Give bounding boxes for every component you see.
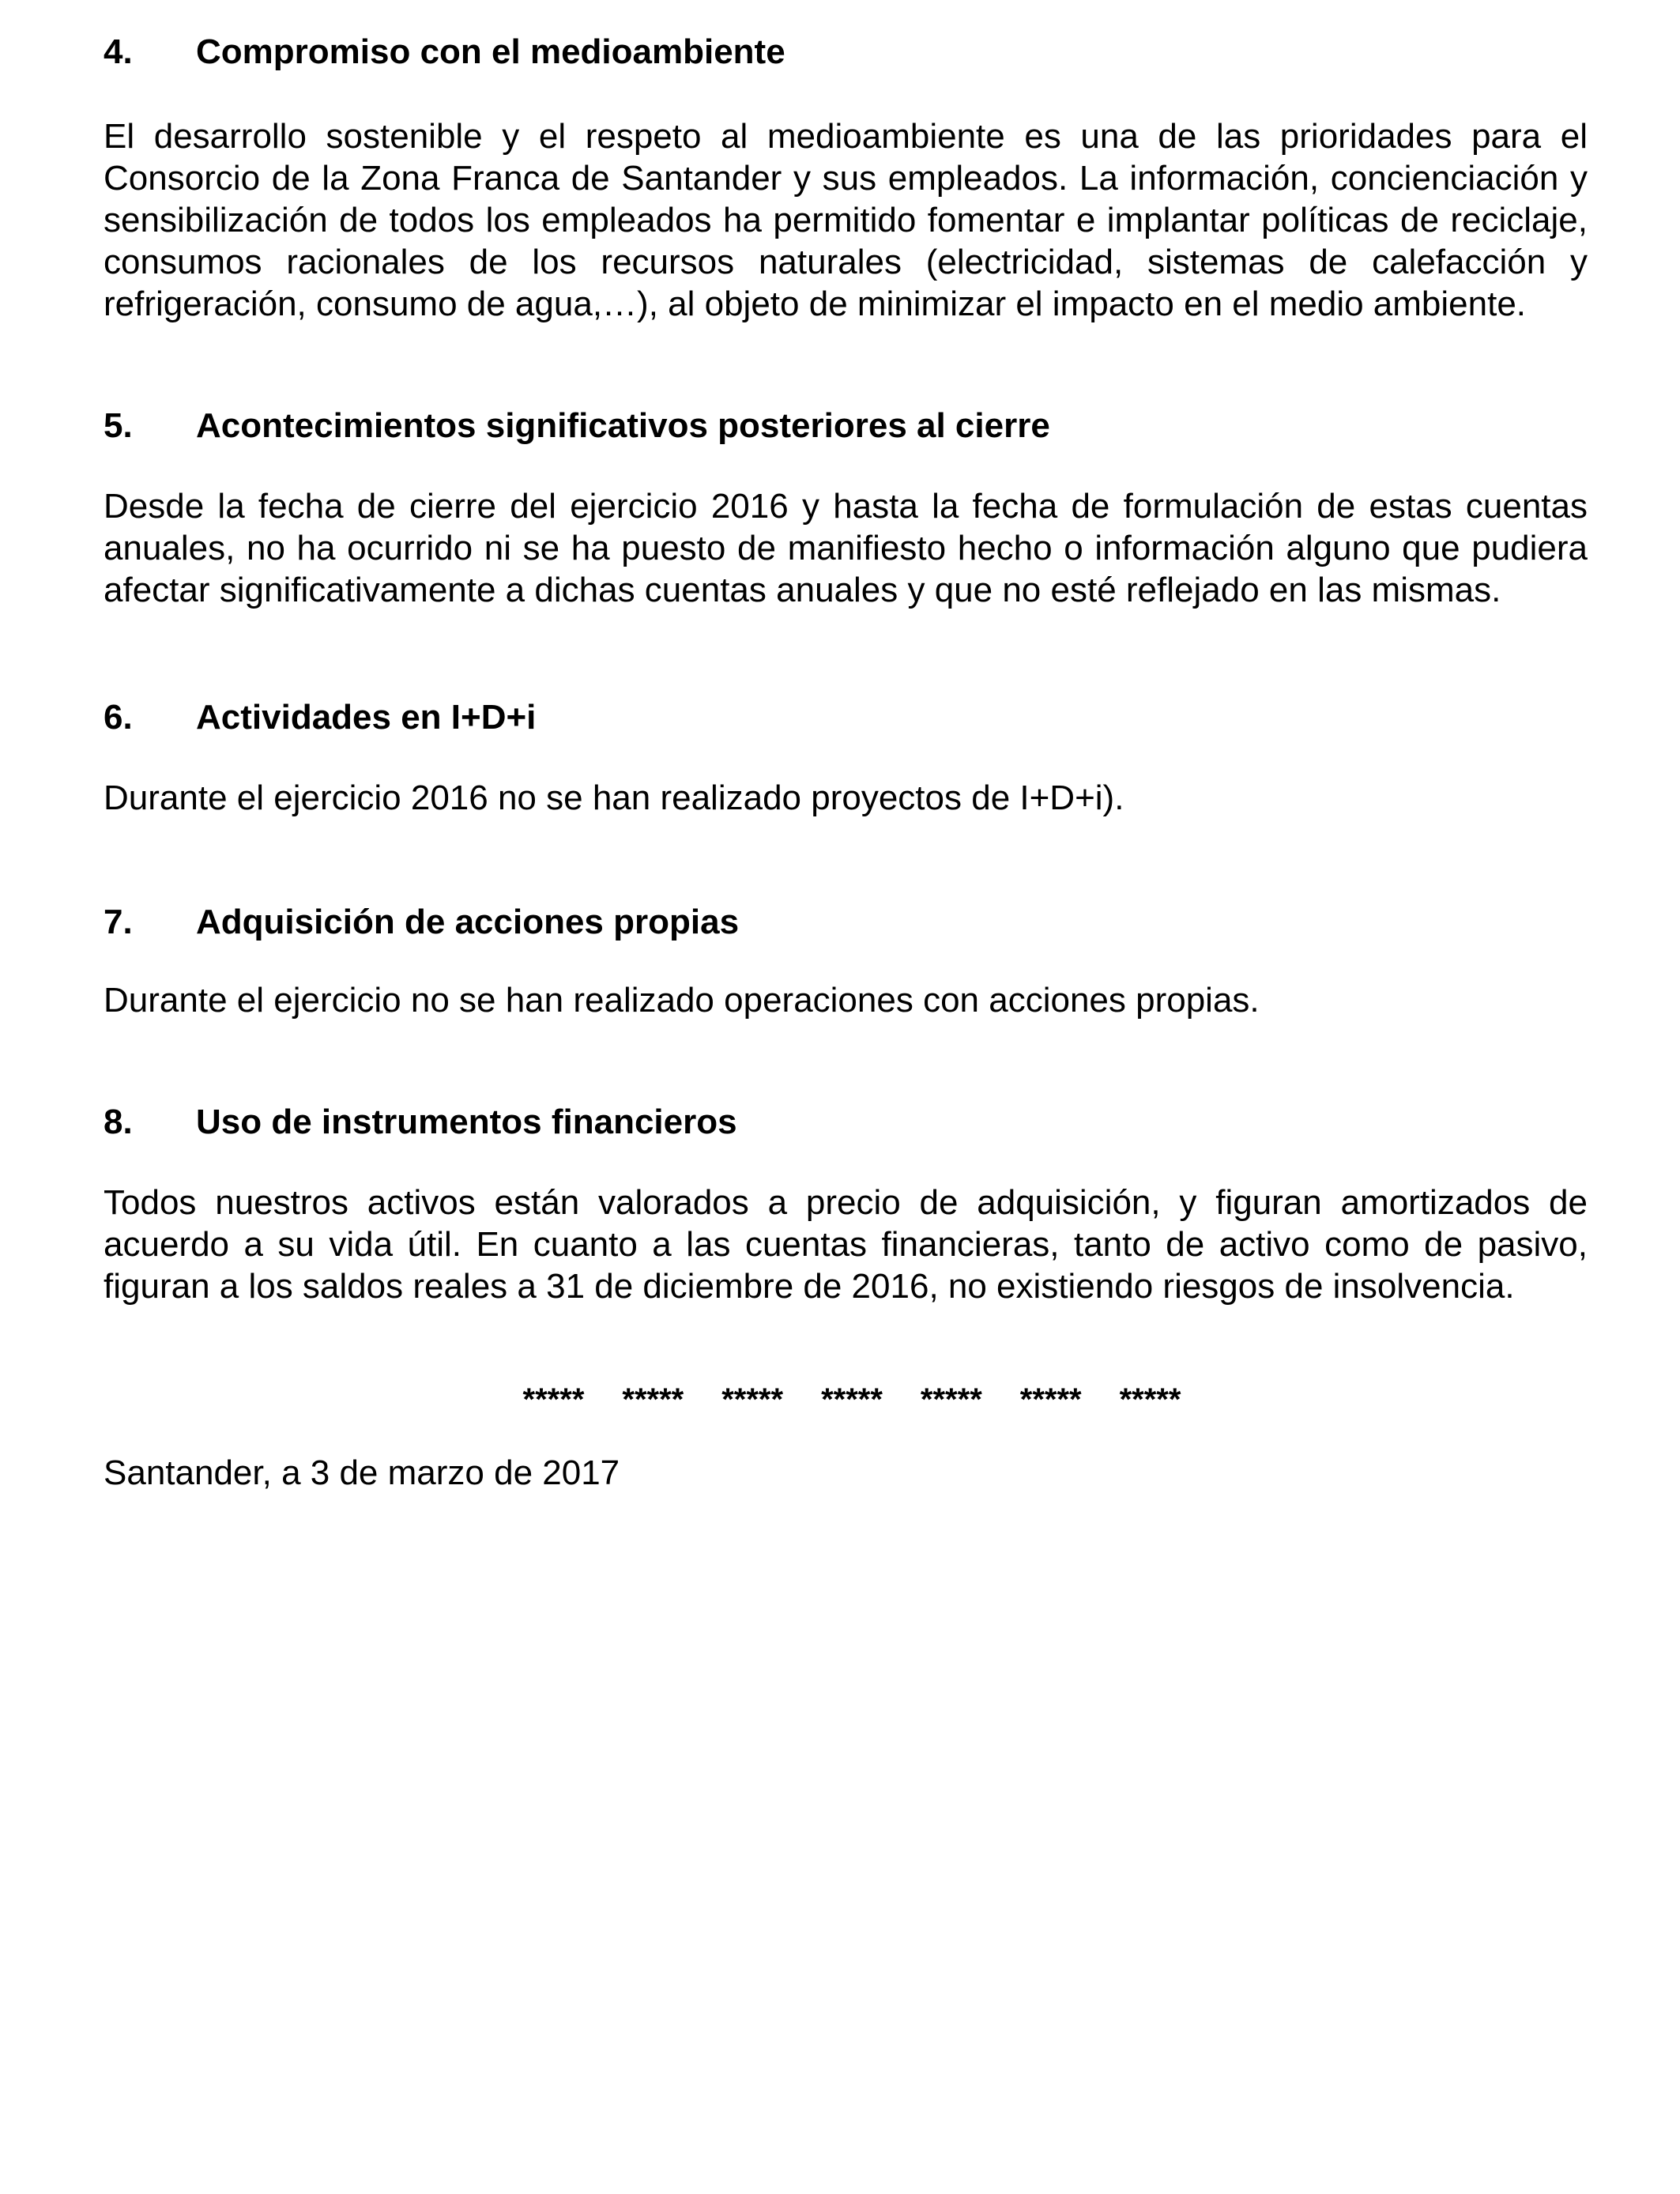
section-number: 4. <box>104 32 133 71</box>
section-heading <box>104 402 1588 450</box>
section-number: 8. <box>104 1103 133 1141</box>
section-body: Desde la fecha de cierre del ejercicio 2016 y hasta la fecha de formulación de estas cuentas anuales, no ha ocurrido ni se ha puesto de manifiesto hecho o información alguno que pudiera afectar significativamente a dichas cuentas anuales y que no esté reflejado en las mismas. <box>104 487 1588 609</box>
section-title: Compromiso con el medioambiente <box>196 32 785 71</box>
section-title: Adquisición de acciones propias <box>196 903 740 941</box>
divider-mark: ***** <box>1119 1382 1181 1417</box>
asterisk-divider <box>104 1380 1588 1419</box>
divider-mark: ***** <box>522 1382 585 1417</box>
place-and-date: Santander, a 3 de marzo de 2017 <box>104 1453 620 1492</box>
divider-mark: ***** <box>1019 1382 1082 1417</box>
section-body: Durante el ejercicio no se han realizado operaciones con acciones propias. <box>104 981 1260 1020</box>
section-rdi-activities <box>104 694 1588 819</box>
section-title: Actividades en I+D+i <box>196 698 537 737</box>
section-heading <box>104 899 1588 946</box>
section-financial-instruments <box>104 1099 1588 1307</box>
section-own-shares <box>104 899 1588 1021</box>
document-page <box>104 28 1588 1529</box>
section-body: Todos nuestros activos están valorados a precio de adquisición, y figuran amortizados de acuerdo a su vida útil. En cuanto a las cuentas financieras, tanto de activo como de pasivo, figuran a los saldos reales a 31 de diciembre de 2016, no existiendo riesgos de insolvencia. <box>104 1183 1588 1306</box>
divider-mark: ***** <box>622 1382 684 1417</box>
section-title: Acontecimientos significativos posteriores al cierre <box>196 406 1050 445</box>
divider-mark: ***** <box>821 1382 883 1417</box>
divider-mark: ***** <box>920 1382 982 1417</box>
section-heading <box>104 694 1588 741</box>
section-heading <box>104 28 1588 76</box>
section-body: Durante el ejercicio 2016 no se han realizado proyectos de I+D+i). <box>104 778 1124 817</box>
section-subsequent-events <box>104 402 1588 611</box>
section-number: 5. <box>104 406 133 445</box>
divider-mark: ***** <box>721 1382 784 1417</box>
section-title: Uso de instrumentos financieros <box>196 1103 737 1141</box>
section-environment <box>104 28 1588 325</box>
section-number: 6. <box>104 698 133 737</box>
section-body: El desarrollo sostenible y el respeto al medioambiente es una de las prioridades para el Consorcio de la Zona Franca de Santander y sus empleados. La información, concienciación y sensibilización de todos los empleados ha permitido fomentar e implantar políticas de reciclaje, consumos racionales de los recursos naturales (electricidad, sistemas de calefacción y refrigeración, consumo de agua,…), al objeto de minimizar el impacto en el medio ambiente. <box>104 117 1588 323</box>
section-heading <box>104 1099 1588 1146</box>
section-number: 7. <box>104 903 133 941</box>
